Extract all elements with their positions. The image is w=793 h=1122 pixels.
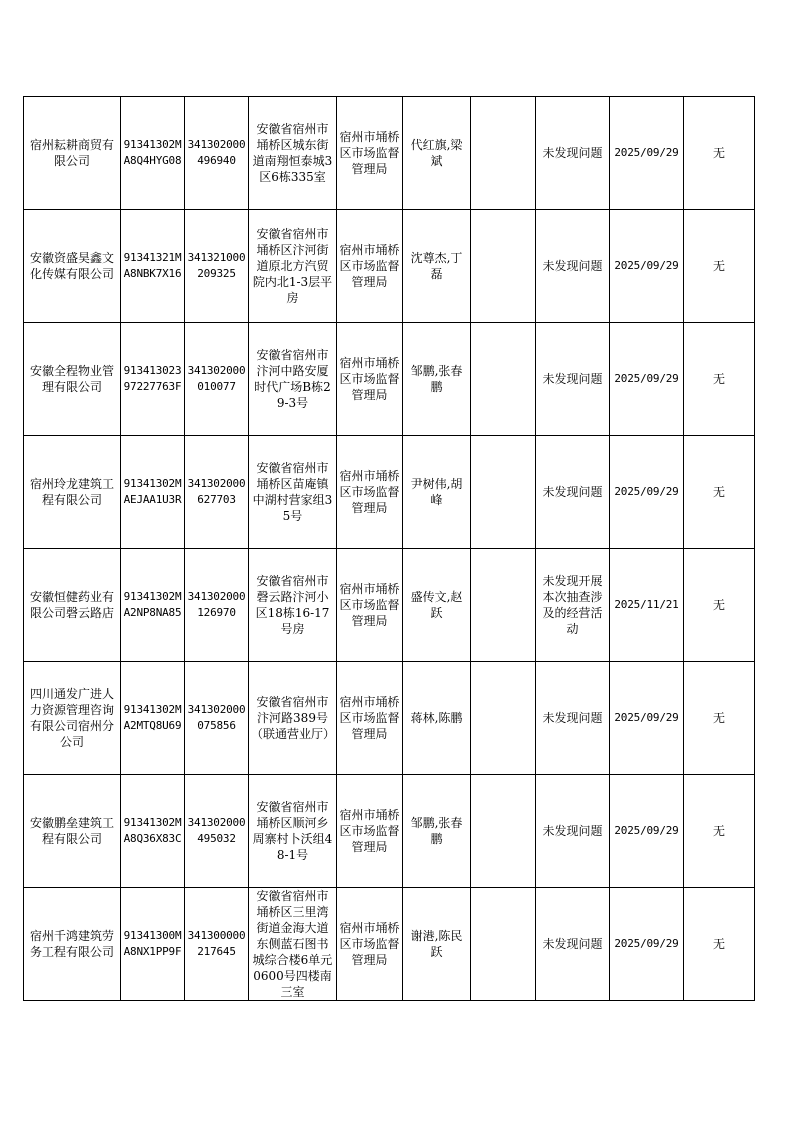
credit-code-cell: 91341302MA2MTQ8U69 (121, 662, 185, 775)
company-name-cell: 安徽资盛昊鑫文化传媒有限公司 (24, 210, 121, 323)
registration-number-cell: 341302000495032 (185, 775, 249, 888)
address-cell: 安徽省宿州市埇桥区城东街道南翔恒泰城3区6栋335室 (249, 97, 337, 210)
credit-code-cell: 91341302MA2NP8NA85 (121, 549, 185, 662)
registration-number-cell: 341302000126970 (185, 549, 249, 662)
address-cell: 安徽省宿州市埇桥区苗庵镇中湖村营家组35号 (249, 436, 337, 549)
result-cell: 未发现问题 (536, 662, 610, 775)
note-cell: 无 (684, 97, 755, 210)
inspectors-cell: 盛传文,赵跃 (403, 549, 471, 662)
empty-cell (471, 323, 536, 436)
address-cell: 安徽省宿州市磬云路汴河小区18栋16-17号房 (249, 549, 337, 662)
authority-cell: 宿州市埇桥区市场监督管理局 (337, 549, 403, 662)
company-name-cell: 安徽鹏垒建筑工程有限公司 (24, 775, 121, 888)
address-cell: 安徽省宿州市埇桥区三里湾街道金海大道东侧蓝石图书城综合楼6单元0600号四楼南三室 (249, 888, 337, 1001)
company-name-cell: 安徽恒健药业有限公司磬云路店 (24, 549, 121, 662)
registration-number-cell: 341302000075856 (185, 662, 249, 775)
table-row (24, 210, 755, 323)
result-cell: 未发现问题 (536, 210, 610, 323)
address-cell: 安徽省宿州市汴河中路安厦时代广场B栋29-3号 (249, 323, 337, 436)
table-row (24, 323, 755, 436)
authority-cell: 宿州市埇桥区市场监督管理局 (337, 210, 403, 323)
result-cell: 未发现问题 (536, 888, 610, 1001)
authority-cell: 宿州市埇桥区市场监督管理局 (337, 888, 403, 1001)
date-cell: 2025/09/29 (610, 436, 684, 549)
registration-number-cell: 341302000496940 (185, 97, 249, 210)
note-cell: 无 (684, 662, 755, 775)
inspectors-cell: 代红旗,梁斌 (403, 97, 471, 210)
company-name-cell: 宿州玲龙建筑工程有限公司 (24, 436, 121, 549)
empty-cell (471, 97, 536, 210)
inspectors-cell: 邹鹏,张春鹏 (403, 775, 471, 888)
result-cell: 未发现开展本次抽查涉及的经营活动 (536, 549, 610, 662)
address-cell: 安徽省宿州市汴河路389号（联通营业厅） (249, 662, 337, 775)
result-cell: 未发现问题 (536, 775, 610, 888)
inspectors-cell: 邹鹏,张春鹏 (403, 323, 471, 436)
table-body (24, 97, 755, 1001)
empty-cell (471, 549, 536, 662)
note-cell: 无 (684, 210, 755, 323)
inspectors-cell: 蒋林,陈鹏 (403, 662, 471, 775)
date-cell: 2025/09/29 (610, 210, 684, 323)
empty-cell (471, 436, 536, 549)
table-row (24, 436, 755, 549)
result-cell: 未发现问题 (536, 436, 610, 549)
table-row (24, 662, 755, 775)
authority-cell: 宿州市埇桥区市场监督管理局 (337, 97, 403, 210)
registration-number-cell: 341302000627703 (185, 436, 249, 549)
note-cell: 无 (684, 323, 755, 436)
note-cell: 无 (684, 549, 755, 662)
company-name-cell: 安徽全程物业管理有限公司 (24, 323, 121, 436)
empty-cell (471, 210, 536, 323)
empty-cell (471, 662, 536, 775)
note-cell: 无 (684, 775, 755, 888)
table-row (24, 97, 755, 210)
date-cell: 2025/09/29 (610, 775, 684, 888)
date-cell: 2025/09/29 (610, 97, 684, 210)
address-cell: 安徽省宿州市埇桥区汴河街道原北方汽贸院内北1-3层平房 (249, 210, 337, 323)
table-row (24, 775, 755, 888)
authority-cell: 宿州市埇桥区市场监督管理局 (337, 775, 403, 888)
address-cell: 安徽省宿州市埇桥区顺河乡周寨村卜沃组48-1号 (249, 775, 337, 888)
registration-number-cell: 341300000217645 (185, 888, 249, 1001)
company-name-cell: 宿州千鸿建筑劳务工程有限公司 (24, 888, 121, 1001)
inspectors-cell: 沈尊杰,丁磊 (403, 210, 471, 323)
result-cell: 未发现问题 (536, 323, 610, 436)
empty-cell (471, 888, 536, 1001)
credit-code-cell: 91341302397227763F (121, 323, 185, 436)
credit-code-cell: 91341302MA8Q4HYG08 (121, 97, 185, 210)
authority-cell: 宿州市埇桥区市场监督管理局 (337, 436, 403, 549)
inspection-table (23, 96, 755, 1001)
inspectors-cell: 谢港,陈民跃 (403, 888, 471, 1001)
registration-number-cell: 341321000209325 (185, 210, 249, 323)
credit-code-cell: 91341302MA8Q36X83C (121, 775, 185, 888)
date-cell: 2025/09/29 (610, 662, 684, 775)
table-row (24, 888, 755, 1001)
authority-cell: 宿州市埇桥区市场监督管理局 (337, 323, 403, 436)
result-cell: 未发现问题 (536, 97, 610, 210)
credit-code-cell: 91341302MAEJAA1U3R (121, 436, 185, 549)
registration-number-cell: 341302000010077 (185, 323, 249, 436)
note-cell: 无 (684, 888, 755, 1001)
credit-code-cell: 91341300MA8NX1PP9F (121, 888, 185, 1001)
inspectors-cell: 尹树伟,胡峰 (403, 436, 471, 549)
table-row (24, 549, 755, 662)
company-name-cell: 宿州耘耕商贸有限公司 (24, 97, 121, 210)
date-cell: 2025/11/21 (610, 549, 684, 662)
authority-cell: 宿州市埇桥区市场监督管理局 (337, 662, 403, 775)
date-cell: 2025/09/29 (610, 888, 684, 1001)
company-name-cell: 四川通发广进人力资源管理咨询有限公司宿州分公司 (24, 662, 121, 775)
date-cell: 2025/09/29 (610, 323, 684, 436)
empty-cell (471, 775, 536, 888)
credit-code-cell: 91341321MA8NBK7X16 (121, 210, 185, 323)
note-cell: 无 (684, 436, 755, 549)
